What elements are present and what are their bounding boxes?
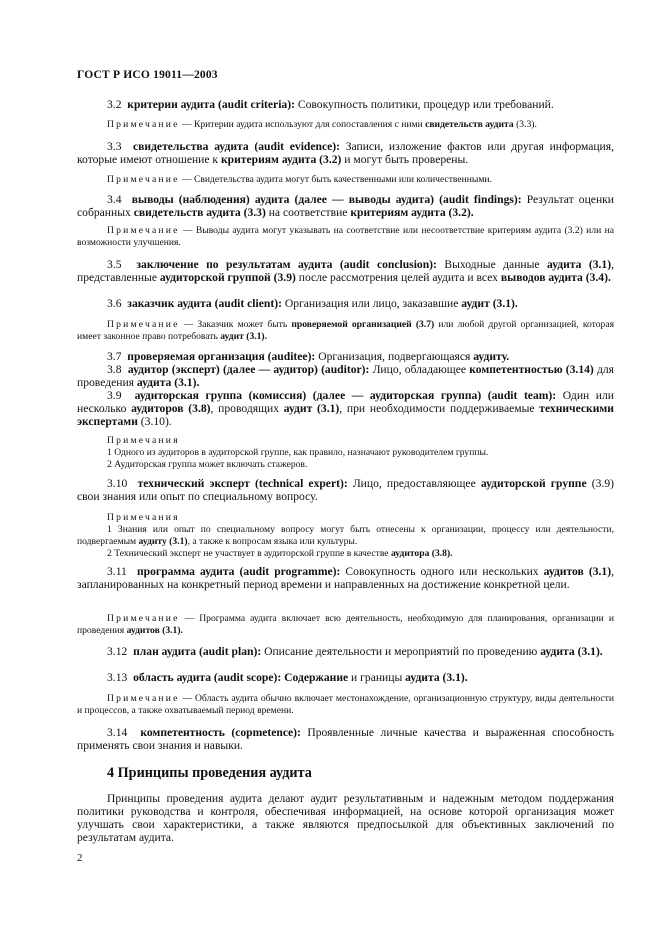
note-ref: аудит (3.1). bbox=[220, 331, 268, 342]
definition-3-7 bbox=[77, 350, 614, 363]
term-ref: аудиторской группой (3.9) bbox=[159, 271, 296, 284]
note-text: — Программа аудита включает всю деятельность, необходимую для планирования, организации и проведения bbox=[77, 613, 614, 636]
note-ref: проверяемой организацией (3.7) bbox=[291, 319, 435, 330]
note-3-3 bbox=[77, 174, 614, 186]
notes-label: Примечания bbox=[107, 435, 180, 446]
term-text: Записи, изложение фактов или другая информация, которые имеют отношение к bbox=[77, 140, 614, 166]
term-name: заказчик аудита (audit client): bbox=[127, 297, 282, 310]
term-ref: аудита (3.1). bbox=[540, 645, 603, 658]
note-label: Примечание bbox=[107, 613, 180, 624]
term-ref: аудита (3.1) bbox=[546, 258, 612, 271]
note-3-6 bbox=[77, 319, 614, 343]
term-text: , представленные bbox=[77, 258, 614, 284]
term-text: Лицо, предоставляющее bbox=[347, 477, 481, 490]
term-number: 3.14 bbox=[107, 726, 128, 739]
definition-3-9 bbox=[77, 389, 614, 428]
note-label: Примечание bbox=[107, 119, 180, 130]
definition-3-5 bbox=[77, 258, 614, 284]
term-ref: компетентностью (3.14) bbox=[469, 363, 594, 376]
term-number: 3.7 bbox=[107, 350, 122, 363]
term-number: 3.9 bbox=[107, 389, 122, 402]
term-number: 3.4 bbox=[107, 193, 122, 206]
term-text: и границы bbox=[348, 671, 406, 684]
note-item: 1 Одного из аудиторов в аудиторской группе, как правило, назначают руководителем группы. bbox=[107, 447, 489, 458]
note-tail: (3.3). bbox=[513, 119, 537, 130]
note-ref: аудитов (3.1). bbox=[126, 625, 183, 636]
note-text: 2 Технический эксперт не участвует в аудиторской группе в качестве bbox=[107, 548, 391, 559]
term-text: Организация, подвергающаяся bbox=[315, 350, 474, 363]
note-item: 2 Аудиторская группа может включать стажеров. bbox=[107, 459, 308, 470]
term-name: свидетельства аудита (audit evidence): bbox=[132, 140, 340, 153]
note-text: — Область аудита обычно включает местонахождение, организационную структуру, виды деятельности и процессов, а также охватываемый период времени. bbox=[77, 693, 614, 716]
term-text: (3.10). bbox=[137, 415, 172, 428]
term-text: Один или несколько bbox=[77, 389, 614, 415]
note-text: или любой другой организацией, которая имеет законное право потребовать bbox=[77, 319, 614, 342]
definition-3-3 bbox=[77, 140, 614, 166]
term-number: 3.6 bbox=[107, 297, 122, 310]
term-ref: аудит (3.1). bbox=[461, 297, 518, 310]
note-item bbox=[77, 548, 614, 560]
term-text: Проявленные личные качества и выраженная способность применять свои знания и навыки. bbox=[77, 726, 615, 752]
term-ref: выводов аудита (3.4). bbox=[500, 271, 611, 284]
term-text: , проводящих bbox=[210, 402, 284, 415]
term-text: Организация или лицо, заказавшие bbox=[281, 297, 462, 310]
notes-3-9 bbox=[77, 435, 614, 471]
term-number: 3.13 bbox=[107, 671, 128, 684]
term-number: 3.2 bbox=[107, 98, 122, 111]
term-name: критерии аудита (audit criteria): bbox=[127, 98, 295, 111]
term-ref: критериям аудита (3.2). bbox=[350, 206, 474, 219]
notes-label: Примечания bbox=[107, 512, 180, 523]
term-text: , при необходимости поддерживаемые bbox=[339, 402, 540, 415]
term-text-tail: и могут быть проверены. bbox=[341, 153, 469, 166]
term-name: выводы (наблюдения) аудита (далее — выводы аудита) (audit findings): bbox=[131, 193, 522, 206]
term-name: технический эксперт (technical expert): bbox=[137, 477, 348, 490]
notes-3-10 bbox=[77, 512, 614, 560]
note-3-11 bbox=[77, 613, 614, 637]
term-text: Совокупность политики, процедур или требований. bbox=[294, 98, 554, 111]
note-label: Примечание bbox=[107, 174, 180, 185]
term-ref: аудиторов (3.8) bbox=[131, 402, 211, 415]
term-ref: аудиту. bbox=[473, 350, 510, 363]
definition-3-14 bbox=[77, 726, 614, 752]
term-name: аудитор (эксперт) (далее — аудитор) (auditor): bbox=[127, 363, 370, 376]
note-ref: аудитора (3.8). bbox=[390, 548, 453, 559]
term-text: для проведения bbox=[77, 363, 614, 389]
definition-3-2 bbox=[77, 98, 614, 111]
term-name: проверяемая организация (auditee): bbox=[127, 350, 316, 363]
note-text: — Заказчик может быть bbox=[179, 319, 292, 330]
note-label: Примечание bbox=[107, 225, 180, 236]
term-text: Описание деятельности и мероприятий по проведению bbox=[261, 645, 541, 658]
note-label: Примечание bbox=[107, 693, 180, 704]
term-text: после рассмотрения целей аудита и всех bbox=[295, 271, 501, 284]
term-number: 3.10 bbox=[107, 477, 128, 490]
term-name: заключение по результатам аудита (audit conclusion): bbox=[136, 258, 437, 271]
term-name: компетентность (copmetence): bbox=[140, 726, 301, 739]
note-text: , а также к вопросам языка или культуры. bbox=[187, 536, 358, 547]
term-ref: аудита (3.1). bbox=[405, 671, 468, 684]
term-text: , запланированных на конкретный период времени и направленных на достижение конкретной цели. bbox=[77, 565, 614, 591]
term-number: 3.11 bbox=[107, 565, 127, 578]
term-number: 3.5 bbox=[107, 258, 122, 271]
term-text: Результат оценки собранных bbox=[77, 193, 614, 219]
term-text: Совокупность одного или нескольких bbox=[340, 565, 544, 578]
note-ref: свидетельств аудита bbox=[425, 119, 514, 130]
term-ref: аудита (3.1). bbox=[136, 376, 200, 389]
note-ref: аудиту (3.1) bbox=[138, 536, 188, 547]
note-3-2 bbox=[77, 119, 614, 131]
document-header: ГОСТ Р ИСО 19011—2003 bbox=[77, 69, 218, 81]
note-text: — Выводы аудита могут указывать на соответствие или несоответствие критериям аудита (3.2) или на возможности улучшения. bbox=[77, 225, 614, 248]
term-text: (3.9) свои знания или опыт по специальному вопросу. bbox=[77, 477, 614, 503]
definition-3-10 bbox=[77, 477, 614, 503]
note-item bbox=[77, 524, 614, 548]
definition-3-6 bbox=[77, 297, 614, 310]
definition-3-4 bbox=[77, 193, 614, 219]
note-3-13 bbox=[77, 693, 614, 717]
section-4-heading: 4 Принципы проведения аудита bbox=[107, 765, 312, 781]
term-ref: свидетельств аудита (3.3) bbox=[133, 206, 266, 219]
term-name: план аудита (audit plan): bbox=[133, 645, 262, 658]
term-text: Лицо, обладающее bbox=[369, 363, 470, 376]
term-number: 3.12 bbox=[107, 645, 128, 658]
term-name: аудиторская группа (комиссия) (далее — аудиторская группа) (audit team): bbox=[134, 389, 557, 402]
section-4-paragraph: Принципы проведения аудита делают аудит результативным и надежным методом поддержания политики руководства и контроля, обеспечивая информацией, на основе которой организация может улучшать свои характеристики, а также являются предпосылкой для объективных заключений по результатам аудита. bbox=[77, 792, 614, 844]
note-text: — Свидетельства аудита могут быть качественными или количественными. bbox=[179, 174, 492, 185]
term-text: Выходные данные bbox=[436, 258, 547, 271]
term-ref: критериям аудита (3.2) bbox=[220, 153, 342, 166]
term-ref: аудит (3.1) bbox=[283, 402, 340, 415]
term-ref: аудиторской группе bbox=[480, 477, 587, 490]
page-number: 2 bbox=[77, 852, 83, 864]
term-text: на соответствие bbox=[265, 206, 351, 219]
term-ref: техническими экспертами bbox=[77, 402, 614, 428]
note-3-4 bbox=[77, 225, 614, 249]
note-text: — Критерии аудита используют для сопоставления с ними bbox=[179, 119, 426, 130]
term-number: 3.3 bbox=[107, 140, 122, 153]
term-name: программа аудита (audit programme): bbox=[137, 565, 341, 578]
term-ref: Содержание bbox=[284, 671, 349, 684]
note-text: 1 Знания или опыт по специальному вопросу могут быть отнесены к организации, процессу или деятельности, подвергаемым bbox=[77, 524, 614, 547]
definition-3-12 bbox=[77, 645, 614, 658]
term-ref: аудитов (3.1) bbox=[543, 565, 612, 578]
term-name: область аудита (audit scope): bbox=[133, 671, 282, 684]
note-label: Примечание bbox=[107, 319, 180, 330]
definition-3-11 bbox=[77, 565, 614, 591]
definition-3-8 bbox=[77, 363, 614, 389]
definition-3-13 bbox=[77, 671, 614, 684]
term-number: 3.8 bbox=[107, 363, 122, 376]
